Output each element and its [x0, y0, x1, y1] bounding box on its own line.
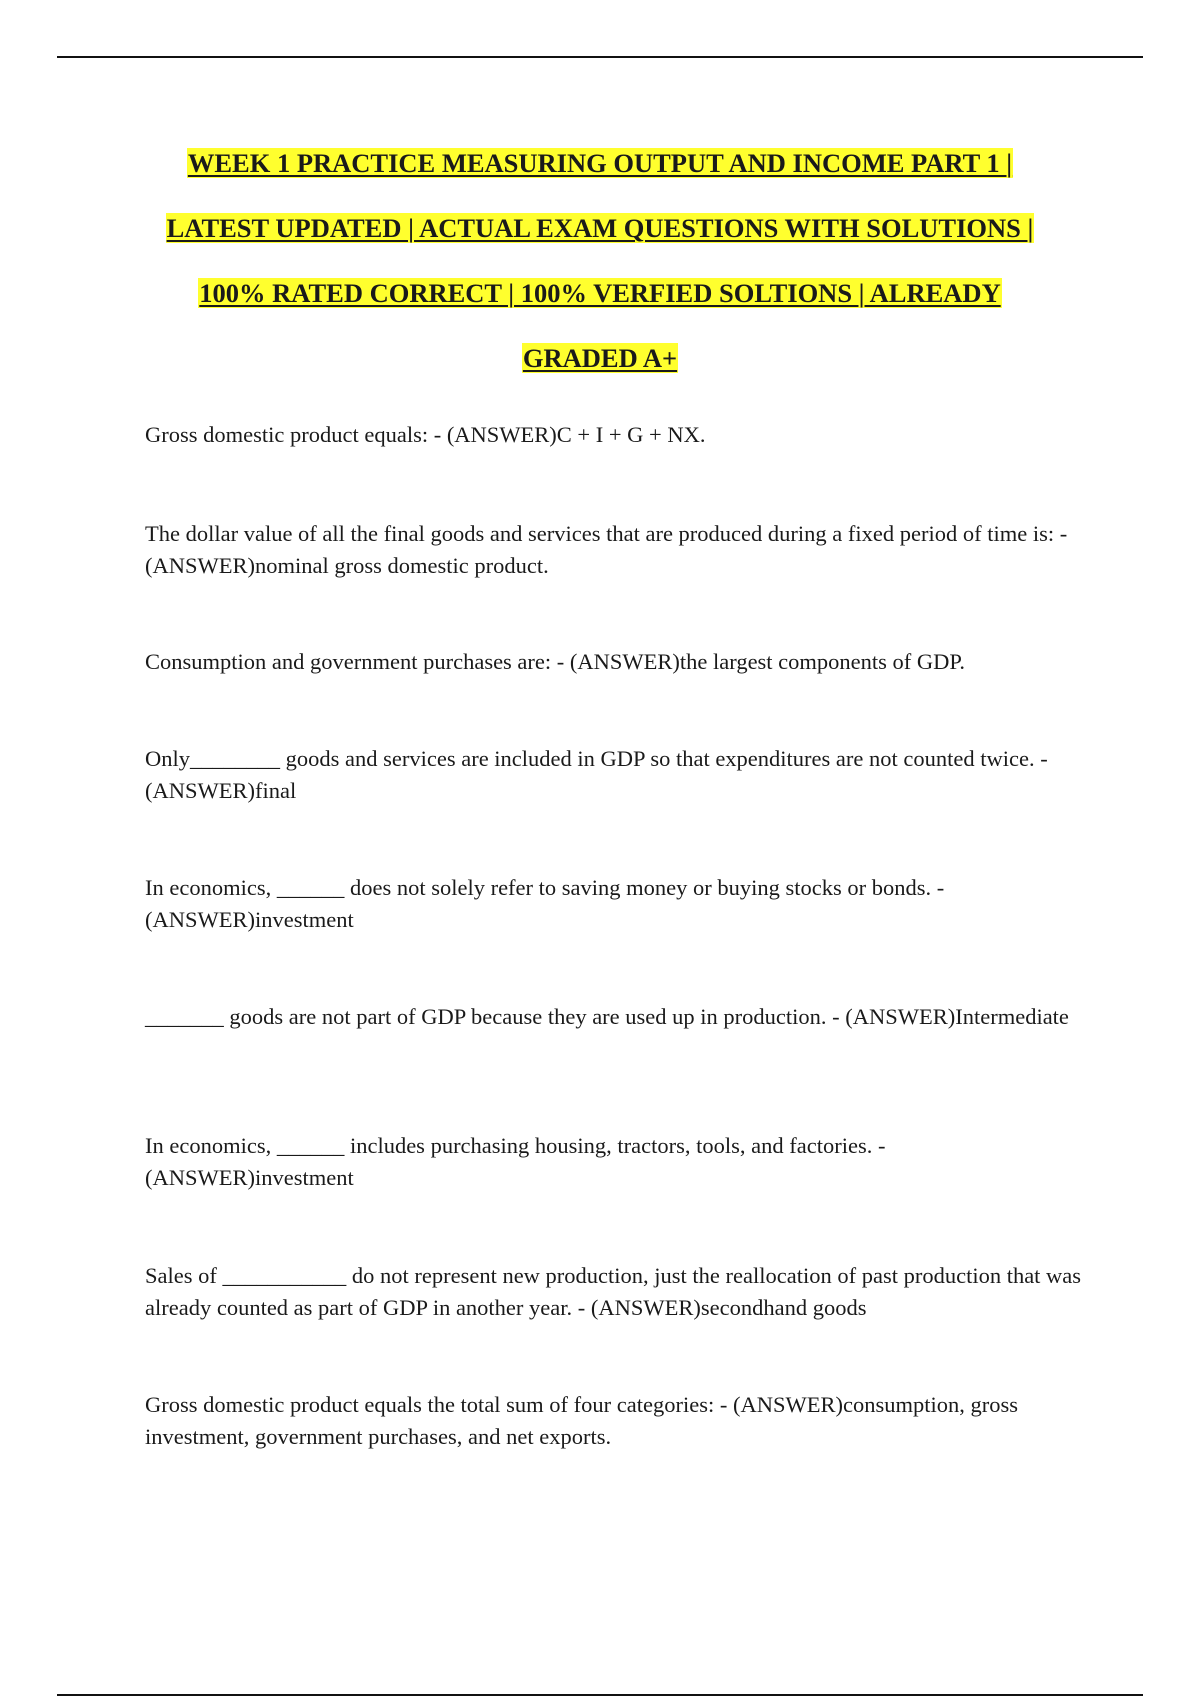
qa-item: Consumption and government purchases are: - (ANSWER)the largest components of GDP.	[145, 649, 966, 674]
title-line	[100, 335, 1100, 400]
qa-item: Only________ goods and services are included in GDP so that expenditures are not counted twice. - (ANSWER)final	[145, 746, 1048, 803]
title-line	[100, 270, 1100, 335]
qa-item: In economics, ______ includes purchasing housing, tractors, tools, and factories. - (ANSWER)investment	[145, 1133, 886, 1190]
title-line-text: GRADED A+	[522, 343, 678, 373]
title-line-text: 100% RATED CORRECT | 100% VERFIED SOLTIONS | ALREADY	[199, 278, 1001, 308]
title-line	[100, 205, 1100, 270]
qa-item: Gross domestic product equals: - (ANSWER)C + I + G + NX.	[145, 422, 706, 447]
qa-item: _______ goods are not part of GDP because they are used up in production. - (ANSWER)Intermediate	[145, 1004, 1069, 1029]
qa-item: Sales of ___________ do not represent new production, just the reallocation of past production that was already counted as part of GDP in another year. - (ANSWER)secondhand goods	[145, 1263, 1082, 1320]
header-rule	[57, 56, 1143, 58]
title-line-text: WEEK 1 PRACTICE MEASURING OUTPUT AND INCOME PART 1 |	[187, 148, 1013, 178]
title-line	[100, 140, 1100, 205]
footer-rule	[57, 1694, 1143, 1696]
qa-item: The dollar value of all the final goods and services that are produced during a fixed period of time is: - (ANSWER)nominal gross domestic product.	[145, 521, 1068, 578]
title-line-text: LATEST UPDATED | ACTUAL EXAM QUESTIONS WITH SOLUTIONS |	[166, 213, 1034, 243]
document-title	[100, 140, 1100, 400]
qa-item: In economics, ______ does not solely refer to saving money or buying stocks or bonds. - (ANSWER)investment	[145, 875, 945, 932]
qa-item: Gross domestic product equals the total sum of four categories: - (ANSWER)consumption, gross investment, government purchases, and net exports.	[145, 1392, 1018, 1449]
